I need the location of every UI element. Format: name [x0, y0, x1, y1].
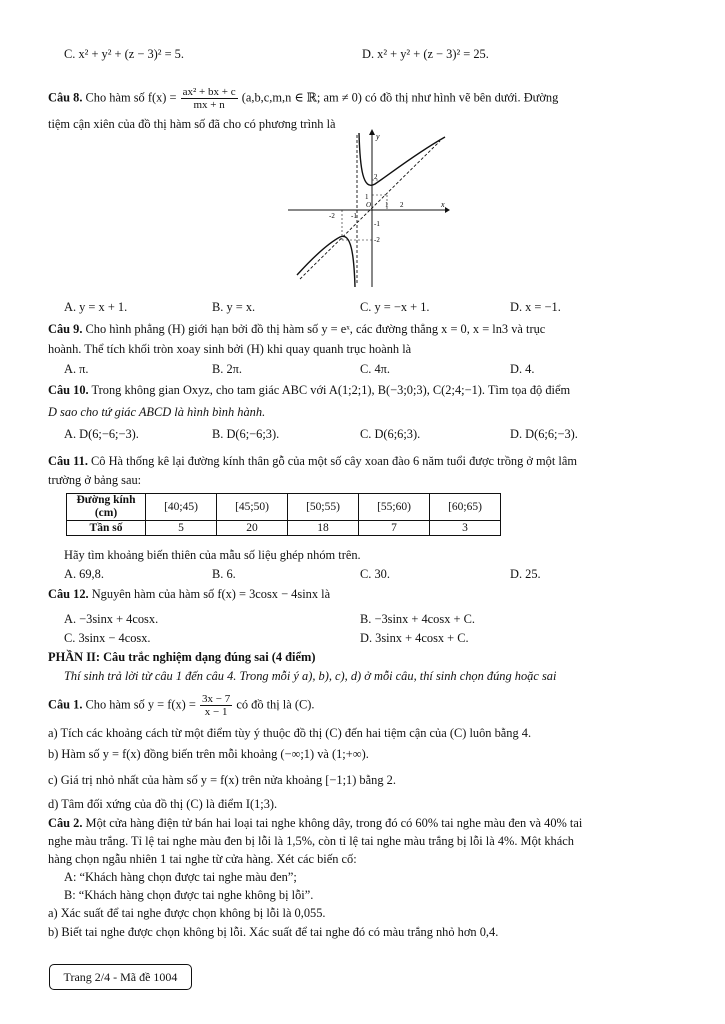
p2q2-statement-b: b) Biết tai nghe được chọn không bị lỗi. Xác suất để tai nghe đó có màu trắng nhỏ hơn 0,4.	[48, 925, 499, 939]
q11-text: Cô Hà thống kê lại đường kính thân gỗ của một số cây xoan đào 6 năm tuổi được trồng ở một lâm	[91, 454, 577, 468]
p2q2-line3: hàng chọn ngẫu nhiên 1 tai nghe từ cửa hàng. Xét các biến cố:	[48, 852, 357, 866]
table-cell: 7	[359, 521, 430, 536]
q8-option-c: C. y = −x + 1.	[360, 300, 430, 314]
q9-line2: hoành. Thể tích khối tròn xoay sinh bởi (H) khi quay quanh trục hoành là	[48, 342, 412, 356]
p2q2-event-b: B: “Khách hàng chọn được tai nghe không bị lỗi”.	[64, 888, 314, 902]
q12-text: Nguyên hàm của hàm số f(x) = 3cosx − 4sinx là	[91, 587, 331, 601]
p2q2-line2: nghe màu trắng. Tỉ lệ tai nghe màu đen bị lỗi là 1,5%, còn tỉ lệ tai nghe màu trắng bị lỗi là 4%. Một khách	[48, 834, 574, 848]
x-tick-label: 2	[400, 201, 404, 209]
table-row	[67, 521, 501, 536]
p2q1-label: Câu 1.	[48, 697, 83, 712]
table-cell: 18	[288, 521, 359, 536]
y-tick-label: -1	[374, 220, 380, 228]
table-cell: [45;50)	[217, 494, 288, 521]
table-cell: 20	[217, 521, 288, 536]
q11-line1	[48, 454, 577, 469]
q12-option-a: A. −3sinx + 4cosx.	[64, 612, 159, 626]
p2q1-statement-d: d) Tâm đối xứng của đồ thị (C) là điểm I(1;3).	[48, 797, 278, 811]
q12-label: Câu 12.	[48, 587, 89, 601]
x-tick-label: -1	[351, 212, 357, 220]
q12-option-d: D. 3sinx + 4cosx + C.	[360, 631, 469, 645]
q12-option-c: C. 3sinx − 4cosx.	[64, 631, 151, 645]
p2q1-frac-num: 3x − 7	[202, 693, 231, 705]
q11-label: Câu 11.	[48, 454, 88, 468]
q9-option-a: A. π.	[64, 362, 89, 376]
table-header-cell	[67, 494, 146, 521]
x-axis-arrow-icon	[445, 207, 450, 213]
p2q2-text: Một cửa hàng điện tử bán hai loại tai nghe không dây, trong đó có 60% tai nghe màu đen và 40% tai	[85, 816, 583, 830]
q12-option-b: B. −3sinx + 4cosx + C.	[360, 612, 475, 626]
left-branch-curve	[297, 236, 355, 287]
table-cell: [50;55)	[288, 494, 359, 521]
table-cell: 3	[430, 521, 501, 536]
table-cell: [55;60)	[359, 494, 430, 521]
table-row	[67, 494, 501, 521]
p2q2-event-a: A: “Khách hàng chọn được tai nghe màu đen”;	[64, 870, 297, 884]
x-axis-label: x	[441, 200, 445, 209]
q9-text: Cho hình phẳng (H) giới hạn bởi đồ thị hàm số y = eˣ, các đường thẳng x = 0, x = ln3 và trục	[85, 322, 546, 336]
q11-option-a: A. 69,8.	[64, 567, 104, 581]
table-cell: 5	[146, 521, 217, 536]
p2q1-statement-a: a) Tích các khoảng cách từ một điểm tùy ý thuộc đồ thị (C) đến hai tiệm cận của (C) luôn bằng 4.	[48, 726, 532, 740]
q8-frac-den: mx + n	[193, 99, 225, 111]
frequency-table	[66, 493, 501, 536]
x-tick-label: -2	[329, 212, 335, 220]
q8-frac-num: ax² + bx + c	[182, 86, 236, 98]
q9-option-b: B. 2π.	[212, 362, 243, 376]
q8-line2: tiệm cận xiên của đồ thị hàm số đã cho có phương trình là	[48, 117, 336, 131]
q9-option-d: D. 4.	[510, 362, 535, 376]
y-tick-label: -2	[374, 236, 380, 244]
q9-label: Câu 9.	[48, 322, 83, 336]
origin-label: O	[366, 201, 372, 209]
q11-question: Hãy tìm khoảng biến thiên của mẫu số liệu ghép nhóm trên.	[64, 548, 361, 562]
q10-option-a: A. D(6;−6;−3).	[64, 427, 139, 441]
y-axis-arrow-icon	[369, 129, 375, 135]
q8-text-before: Cho hàm số f(x) =	[85, 90, 177, 105]
q10-option-c: C. D(6;6;3).	[360, 427, 421, 441]
table-header-line: Đường kính	[76, 494, 136, 506]
page-footer: Trang 2/4 - Mã đề 1004	[49, 964, 192, 990]
q11-option-c: C. 30.	[360, 567, 390, 581]
p2q2-line1	[48, 816, 582, 831]
q8-option-d: D. x = −1.	[510, 300, 561, 314]
q10-line2: D sao cho tứ giác ABCD là hình bình hành.	[48, 405, 266, 419]
q10-option-d: D. D(6;6;−3).	[510, 427, 578, 441]
y-tick-label: 1	[365, 193, 369, 201]
q8-function-graph	[285, 129, 450, 289]
p2q1-text-after: có đồ thị là (C).	[236, 697, 315, 712]
y-axis-label: y	[376, 132, 380, 141]
table-header-line: (cm)	[94, 507, 118, 519]
q11-option-d: D. 25.	[510, 567, 541, 581]
q11-option-b: B. 6.	[212, 567, 236, 581]
p2q1-text-before: Cho hàm số y = f(x) =	[85, 697, 196, 712]
x-tick-label: 1	[385, 201, 389, 209]
q9-option-c: C. 4π.	[360, 362, 391, 376]
q8-label: Câu 8.	[48, 90, 83, 105]
q7-option-d: D. x² + y² + (z − 3)² = 25.	[362, 47, 489, 61]
p2q1-fraction	[200, 693, 232, 718]
y-tick-label: 2	[374, 173, 378, 181]
table-header-cell: Tần số	[67, 521, 146, 536]
q8-option-b: B. y = x.	[212, 300, 256, 314]
p2q1-statement-c: c) Giá trị nhỏ nhất của hàm số y = f(x) trên nửa khoảng [−1;1) bằng 2.	[48, 773, 396, 787]
q10-line1	[48, 383, 570, 398]
q8-stem	[48, 86, 558, 111]
q12-stem	[48, 587, 330, 602]
q9-line1	[48, 322, 545, 337]
q8-fraction	[181, 86, 238, 111]
q10-option-b: B. D(6;−6;3).	[212, 427, 280, 441]
p2q1-statement-b: b) Hàm số y = f(x) đồng biến trên mỗi khoảng (−∞;1) và (1;+∞).	[48, 747, 369, 761]
part2-instruction: Thí sinh trả lời từ câu 1 đến câu 4. Trong mỗi ý a), b), c), d) ở mỗi câu, thí sinh chọn đúng hoặc sai	[64, 669, 557, 683]
q11-line2: trường ở bảng sau:	[48, 473, 142, 487]
p2q2-statement-a: a) Xác suất để tai nghe được chọn không bị lỗi là 0,055.	[48, 906, 326, 920]
p2q1-stem	[48, 693, 314, 718]
table-cell: [40;45)	[146, 494, 217, 521]
q10-label: Câu 10.	[48, 383, 89, 397]
q7-option-c: C. x² + y² + (z − 3)² = 5.	[64, 47, 184, 61]
table-cell: [60;65)	[430, 494, 501, 521]
q10-text: Trong không gian Oxyz, cho tam giác ABC với A(1;2;1), B(−3;0;3), C(2;4;−1). Tìm tọa độ điểm	[91, 383, 571, 397]
p2q2-label: Câu 2.	[48, 816, 83, 830]
part2-title: PHẦN II: Câu trắc nghiệm dạng đúng sai (4 điểm)	[48, 650, 316, 664]
q8-option-a: A. y = x + 1.	[64, 300, 128, 314]
q8-text-after: (a,b,c,m,n ∈ ℝ; am ≠ 0) có đồ thị như hình vẽ bên dưới. Đường	[241, 90, 559, 105]
p2q1-frac-den: x − 1	[204, 706, 228, 718]
